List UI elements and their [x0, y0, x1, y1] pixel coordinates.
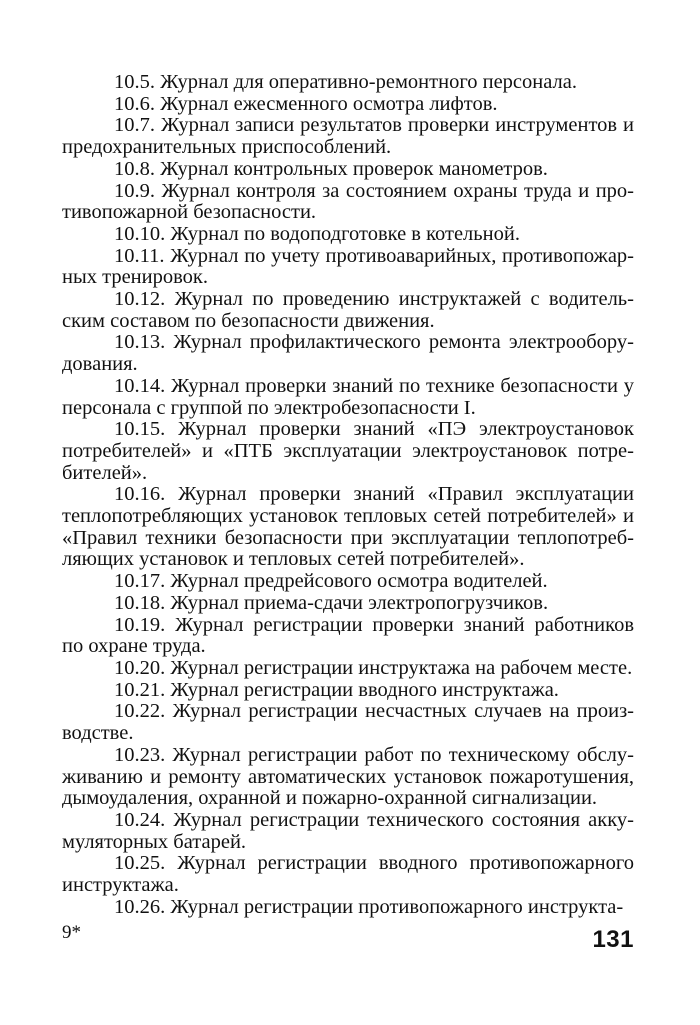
list-item: 10.8. Журнал контрольных проверок манометров. [114, 157, 548, 180]
page-body [62, 72, 634, 918]
list-item: 10.14. Журнал проверки знаний по технике безопасности у персонала с группой по электробезопасности I. [62, 374, 634, 419]
list-item: 10.7. Журнал записи результатов проверки инструментов и предохранительных приспособлений. [62, 114, 634, 159]
list-item: 10.5. Журнал для оперативно-ремонтного персонала. [114, 71, 577, 93]
list-item: 10.16. Журнал проверки знаний «Правил эксплуатации теплопотребляющих установок тепловых сетей потребителей» и «Правил техники безопасности при эксплуатации теплопотребляющих установок и тепловых сетей потребителей». [62, 483, 634, 571]
list-item: 10.11. Журнал по учету противоаварийных, противопожарных тренировок. [62, 244, 634, 289]
list-item: 10.15. Журнал проверки знаний «ПЭ электроустановок потребителей» и «ПТБ эксплуатации электроустановок потребителей». [62, 418, 634, 484]
list-item: 10.18. Журнал приема-сдачи электропогрузчиков. [114, 591, 549, 614]
list-item: 10.20. Журнал регистрации инструктажа на рабочем месте. [114, 656, 633, 679]
list-item: 10.9. Журнал контроля за состоянием охраны труда и противопожарной безопасности. [62, 179, 634, 224]
list-item: 10.23. Журнал регистрации работ по техническому обслуживанию и ремонту автоматических установок пожаротушения, дымоудаления, охранной и пожарно-охранной сигнализации. [62, 743, 634, 810]
page-number: 131 [592, 926, 634, 953]
page-footer [62, 918, 634, 958]
list-item: 10.6. Журнал ежесменного осмотра лифтов. [114, 92, 498, 115]
list-item: 10.26. Журнал регистрации противопожарного инструкта- [114, 895, 624, 918]
list-item: 10.17. Журнал предрейсового осмотра водителей. [114, 570, 548, 593]
list-item: 10.10. Журнал по водоподготовке в котельной. [114, 222, 520, 245]
list-item: 10.24. Журнал регистрации технического состояния аккумуляторных батарей. [62, 808, 634, 853]
list-item: 10.22. Журнал регистрации несчастных случаев на производстве. [62, 700, 634, 745]
list-item: 10.25. Журнал регистрации вводного противопожарного инструктажа. [62, 852, 634, 897]
signature-mark: 9* [62, 922, 81, 943]
list-item: 10.21. Журнал регистрации вводного инструктажа. [114, 678, 559, 701]
list-item: 10.12. Журнал по проведению инструктажей с водительским составом по безопасности движения. [62, 288, 634, 332]
list-item: 10.19. Журнал регистрации проверки знаний работников по охране труда. [62, 613, 634, 658]
list-item: 10.13. Журнал профилактического ремонта электрооборудования. [62, 331, 634, 376]
